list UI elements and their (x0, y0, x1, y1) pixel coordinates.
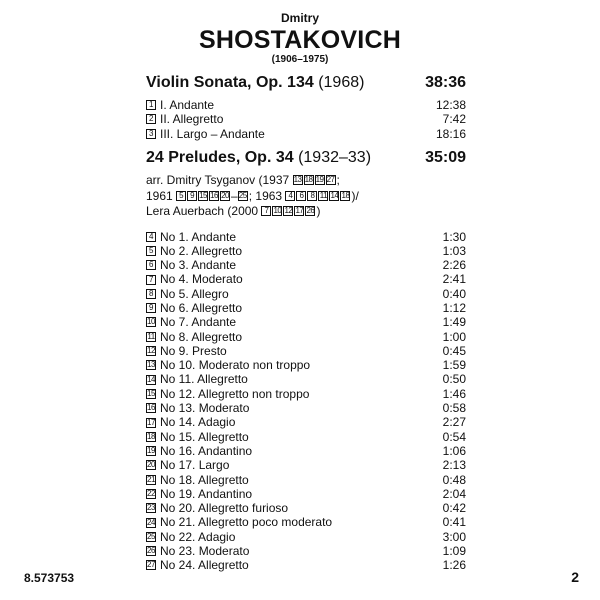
preludes-title-row (146, 147, 466, 168)
track-ref-box: 6 (296, 191, 306, 201)
track-duration: 1:03 (442, 243, 466, 258)
track-duration: 2:13 (442, 458, 466, 473)
track-row (146, 358, 466, 372)
track-row (146, 315, 466, 329)
track-title: No 13. Moderato (160, 401, 250, 416)
track-row (146, 127, 466, 141)
track-title: No 11. Allegretto (160, 372, 248, 387)
page-number: 2 (571, 569, 579, 585)
track-ref-box: 11 (319, 190, 328, 200)
track-row (146, 401, 466, 415)
preludes-title: 24 Preludes, Op. 34 (146, 149, 294, 166)
track-row (146, 244, 466, 258)
track-row (146, 473, 466, 487)
track-ref-box: 9 (187, 191, 197, 201)
track-row (146, 287, 466, 301)
track-number-box: 9 (146, 303, 156, 313)
track-row (146, 458, 466, 472)
track-row (146, 272, 466, 286)
track-title: No 23. Moderato (160, 544, 250, 559)
track-row (146, 372, 466, 386)
track-number-box: 6 (146, 260, 156, 270)
track-number-box: 13 (147, 360, 155, 370)
track-duration: 0:50 (442, 372, 466, 387)
track-row (146, 515, 466, 529)
track-ref-box: 25 (238, 190, 247, 200)
track-title: No 3. Andante (160, 258, 237, 273)
track-title: No 12. Allegretto non troppo (160, 386, 310, 401)
track-title: I. Andante (160, 98, 215, 112)
track-duration: 0:58 (442, 401, 466, 416)
track-number-box: 2 (146, 114, 156, 124)
track-number-box: 7 (146, 275, 156, 285)
track-row (146, 430, 466, 444)
track-title: No 7. Andante (160, 315, 237, 330)
track-title: No 5. Allegro (160, 286, 229, 301)
catalog-number: 8.573753 (24, 571, 75, 585)
track-ref-box: 18 (341, 190, 350, 200)
track-duration: 1:30 (442, 229, 466, 244)
track-row (146, 487, 466, 501)
track-duration: 1:06 (442, 443, 466, 458)
track-row (146, 544, 466, 558)
track-number-box: 5 (146, 246, 156, 256)
track-row (146, 501, 466, 515)
track-duration: 1:59 (442, 358, 466, 373)
track-number-box: 16 (147, 403, 155, 413)
arrangement-note (146, 173, 466, 220)
arrangement-line-3: Lera Auerbach (2000 7 10 12 17 26 ) (146, 204, 321, 218)
track-row (146, 530, 466, 544)
track-title: II. Allegretto (160, 112, 224, 127)
track-duration: 1:00 (442, 329, 466, 344)
track-duration: 1:46 (442, 386, 466, 401)
track-duration: 1:09 (442, 544, 466, 559)
composer-first-name: Dmitry (280, 11, 319, 25)
track-number-box: 19 (147, 446, 155, 456)
track-title: No 17. Largo (160, 458, 230, 473)
track-title: No 24. Allegretto (160, 558, 249, 573)
track-duration: 3:00 (442, 529, 466, 544)
track-number-box: 26 (147, 546, 155, 556)
track-ref-box: 8 (307, 191, 317, 201)
track-ref-box: 7 (261, 206, 271, 216)
track-ref-box: 14 (330, 190, 339, 200)
track-title: No 18. Allegretto (160, 472, 249, 487)
track-row (146, 98, 466, 112)
track-row (146, 258, 466, 272)
track-number-box: 8 (146, 289, 156, 299)
track-ref-box: 4 (285, 191, 295, 201)
track-title: No 20. Allegretto furioso (160, 501, 289, 516)
track-duration: 7:42 (442, 112, 466, 127)
composer-dates: (1906–1975) (271, 54, 329, 65)
sonata-duration: 38:36 (425, 74, 466, 91)
track-duration: 1:26 (442, 558, 466, 573)
track-duration: 0:42 (442, 501, 466, 516)
track-row (146, 387, 466, 401)
track-row (146, 112, 466, 126)
track-duration: 2:04 (442, 486, 466, 501)
track-title: No 6. Allegretto (160, 300, 243, 315)
track-number-box: 4 (146, 232, 156, 242)
track-row (146, 558, 466, 572)
sonata-title-row (146, 72, 466, 93)
preludes-duration: 35:09 (425, 149, 466, 166)
track-number-box: 10 (147, 317, 155, 327)
track-duration: 0:54 (442, 429, 466, 444)
track-number-box: 1 (146, 100, 156, 110)
track-ref-box: 13 (293, 175, 302, 184)
track-number-box: 12 (147, 346, 155, 356)
preludes-track-list (146, 230, 466, 573)
track-row (146, 444, 466, 458)
track-ref-box: 26 (306, 206, 315, 215)
track-duration: 2:41 (442, 272, 466, 287)
track-duration: 0:41 (442, 515, 466, 530)
sonata-year: (1968) (318, 74, 365, 91)
track-number-box: 17 (147, 417, 155, 427)
sonata-track-list (146, 98, 466, 141)
track-title: No 21. Allegretto poco moderato (160, 515, 333, 530)
track-ref-box: 20 (221, 190, 229, 200)
track-ref-box: 19 (315, 175, 324, 184)
sonata-title: Violin Sonata, Op. 134 (146, 74, 314, 91)
track-ref-box: 15 (199, 190, 207, 200)
track-title: No 2. Allegretto (160, 243, 243, 258)
track-row (146, 344, 466, 358)
track-number-box: 23 (147, 503, 155, 513)
track-row (146, 301, 466, 315)
track-number-box: 20 (147, 460, 155, 470)
track-title: No 22. Adagio (160, 529, 236, 544)
arrangement-line-1: arr. Dmitry Tsyganov (1937 13 18 19 27 ; (146, 173, 340, 187)
composer-last-name: SHOSTAKOVICH (199, 26, 401, 54)
track-title: No 16. Andantino (160, 443, 253, 458)
track-number-box: 14 (147, 374, 155, 384)
track-title: No 8. Allegretto (160, 329, 243, 344)
track-title: No 4. Moderato (160, 272, 243, 287)
track-title: No 10. Moderato non troppo (160, 358, 311, 373)
track-duration: 2:26 (442, 258, 466, 273)
track-number-box: 21 (147, 474, 155, 484)
track-number-box: 24 (147, 517, 155, 527)
sonata-section (146, 72, 466, 141)
track-ref-box: 5 (176, 191, 186, 201)
track-title: No 9. Presto (160, 343, 227, 358)
track-ref-box: 18 (304, 175, 313, 184)
track-row (146, 230, 466, 244)
track-title: No 14. Adagio (160, 415, 236, 430)
track-row (146, 415, 466, 429)
track-title: No 1. Andante (160, 229, 237, 244)
track-ref-box: 27 (326, 175, 335, 184)
track-duration: 1:12 (442, 300, 466, 315)
preludes-year: (1932–33) (298, 149, 372, 166)
track-duration: 12:38 (435, 98, 466, 112)
track-duration: 0:48 (442, 472, 466, 487)
track-title: No 15. Allegretto (160, 429, 249, 444)
track-number-box: 11 (147, 331, 155, 341)
track-duration: 1:49 (442, 315, 466, 330)
track-number-box: 27 (147, 560, 155, 570)
track-title: No 19. Andantino (160, 486, 253, 501)
preludes-section (146, 147, 466, 573)
track-row (146, 330, 466, 344)
track-duration: 0:40 (442, 286, 466, 301)
track-ref-box: 17 (295, 206, 304, 215)
track-number-box: 15 (147, 388, 155, 398)
arrangement-line-2: 1961 5 9 15 16 20 –25 ; 1963 4 6 8 11 14 18 )/ (146, 188, 359, 203)
track-duration: 18:16 (435, 126, 466, 141)
track-duration: 2:27 (442, 415, 466, 430)
track-number-box: 3 (146, 129, 156, 139)
track-ref-box: 12 (284, 206, 293, 215)
track-number-box: 25 (147, 531, 155, 541)
track-number-box: 22 (147, 488, 155, 498)
track-ref-box: 10 (273, 206, 282, 215)
track-title: III. Largo – Andante (160, 126, 265, 141)
track-duration: 0:45 (442, 343, 466, 358)
track-ref-box: 16 (210, 190, 218, 200)
track-number-box: 18 (147, 431, 155, 441)
